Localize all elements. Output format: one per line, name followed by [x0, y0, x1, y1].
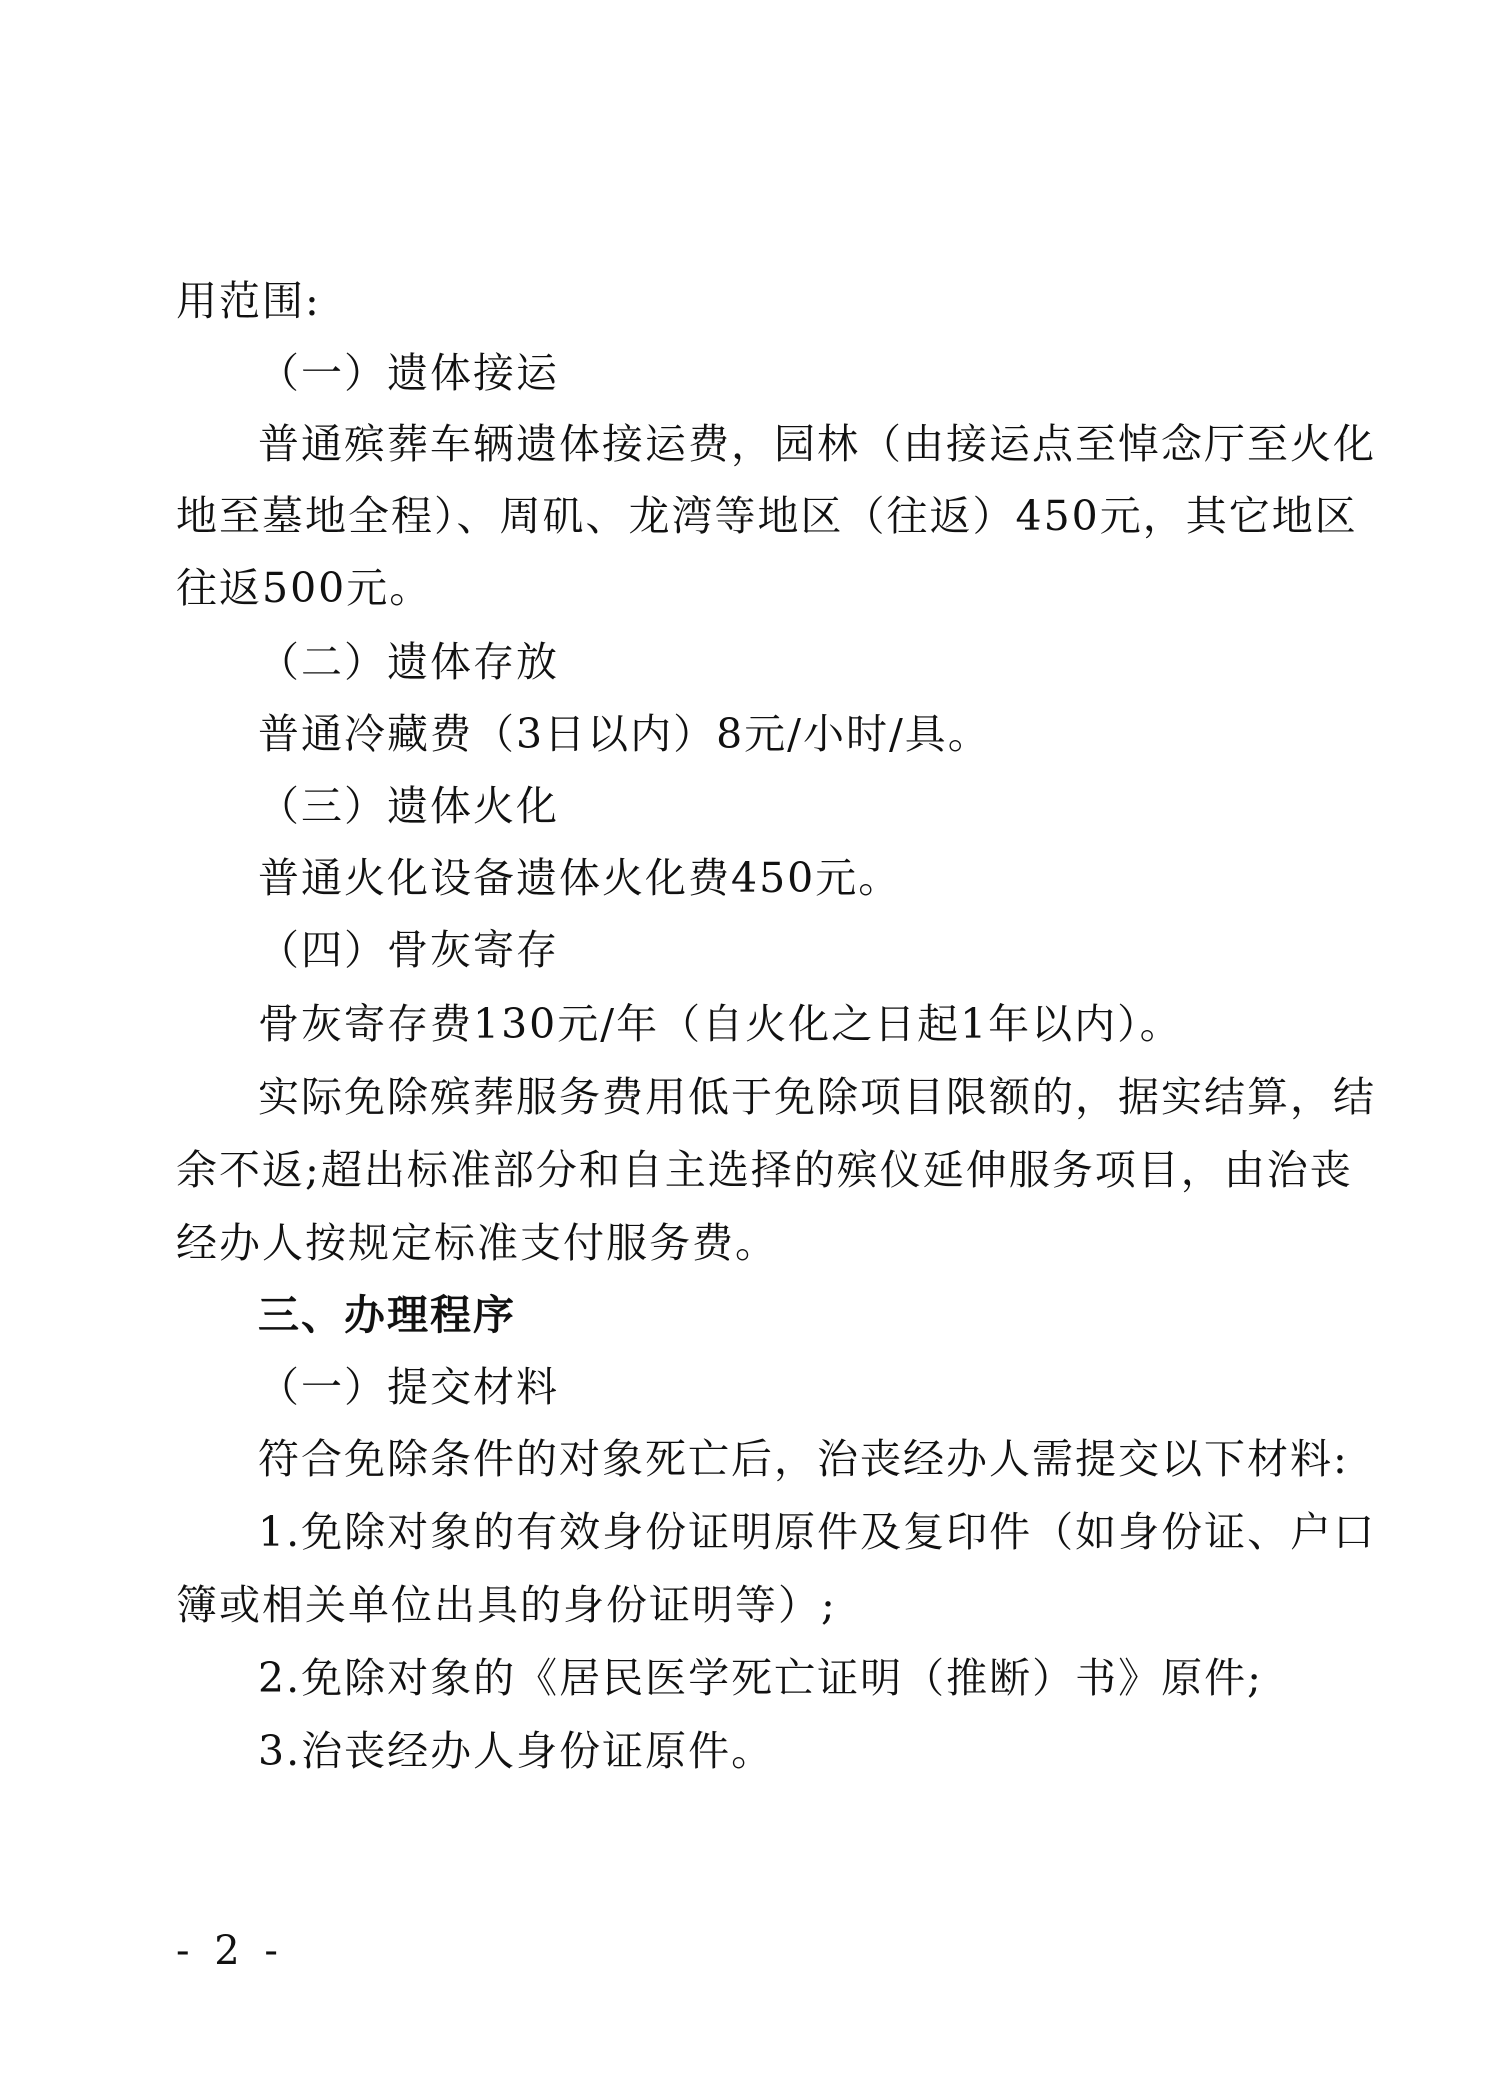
subsection-heading: （一）遗体接运: [258, 349, 559, 397]
text-line: 地至墓地全程）、周矶、龙湾等地区（往返）450元，其它地区: [176, 492, 1358, 540]
subsection-heading: （一）提交材料: [258, 1363, 559, 1411]
text-line: 余不返;超出标准部分和自主选择的殡仪延伸服务项目，由治丧: [176, 1146, 1353, 1194]
text-line: 普通殡葬车辆遗体接运费，园林（由接运点至悼念厅至火化: [258, 420, 1376, 468]
text-line: 符合免除条件的对象死亡后，治丧经办人需提交以下材料:: [258, 1435, 1349, 1483]
text-line: 骨灰寄存费130元/年（自火化之日起1年以内）。: [258, 1000, 1183, 1048]
text-line: 1.免除对象的有效身份证明原件及复印件（如身份证、户口: [258, 1508, 1377, 1556]
subsection-heading: （四）骨灰寄存: [258, 926, 559, 974]
text-line: 普通火化设备遗体火化费450元。: [258, 854, 902, 902]
text-line: 实际免除殡葬服务费用低于免除项目限额的，据实结算，结: [258, 1073, 1376, 1121]
subsection-heading: （三）遗体火化: [258, 782, 559, 830]
text-line: 普通冷藏费（3日以内）8元/小时/具。: [258, 710, 991, 758]
page-number: - 2 -: [176, 1928, 284, 1974]
text-line: 用范围:: [176, 277, 321, 325]
text-line: 3.治丧经办人身份证原件。: [258, 1727, 775, 1775]
text-line: 经办人按规定标准支付服务费。: [176, 1219, 778, 1267]
subsection-heading: （二）遗体存放: [258, 638, 559, 686]
text-line: 2.免除对象的《居民医学死亡证明（推断）书》原件;: [258, 1654, 1263, 1702]
text-line: 往返500元。: [176, 564, 433, 612]
section-heading: 三、办理程序: [258, 1291, 516, 1339]
text-line: 簿或相关单位出具的身份证明等）;: [176, 1581, 837, 1629]
